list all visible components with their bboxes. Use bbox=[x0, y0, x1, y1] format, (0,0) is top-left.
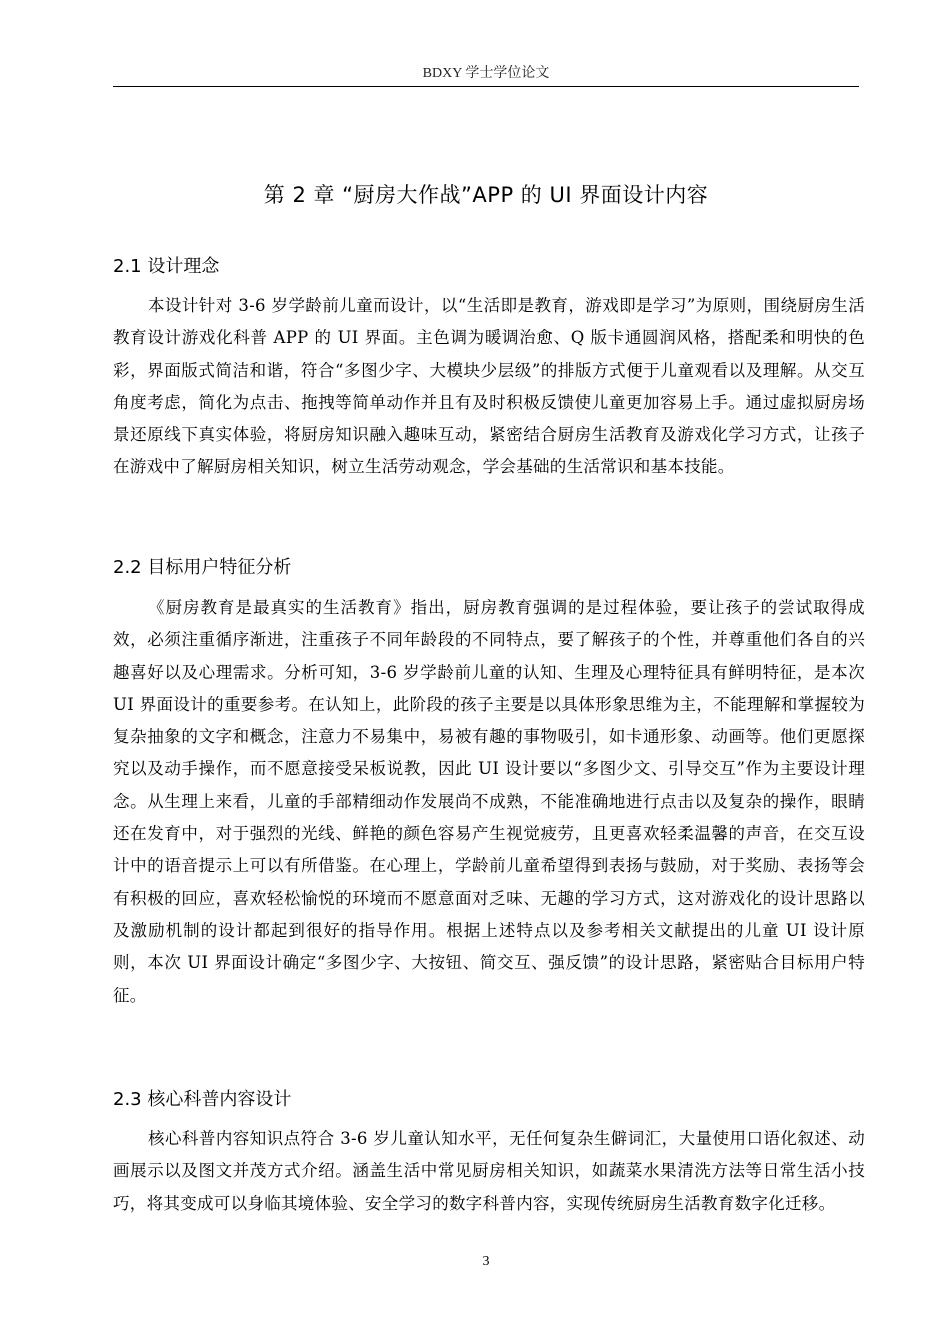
running-header: BDXY 学士学位论文 bbox=[422, 66, 550, 81]
page-number: 3 bbox=[482, 1254, 490, 1269]
section-title-2-3: 2.3 核心科普内容设计 bbox=[113, 1089, 292, 1110]
section-title-2-2: 2.2 目标用户特征分析 bbox=[113, 557, 292, 578]
chapter-title: 第 2 章 “厨房大作战”APP 的 UI 界面设计内容 bbox=[263, 183, 709, 207]
section-paragraph-2-3: 核心科普内容知识点符合 3-6 岁儿童认知水平，无任何复杂生僻词汇，大量使用口语化叙述、动画展示以及图文并茂方式介绍。涵盖生活中常见厨房相关知识，如蔬菜水果清洗方法等日常生活小技巧，将其变成可以身临其境体验、安全学习的数字科普内容，实现传统厨房生活教育数字化迁移。 bbox=[113, 1129, 865, 1213]
header-rule bbox=[113, 86, 859, 87]
section-title-2-1: 2.1 设计理念 bbox=[113, 256, 220, 277]
section-paragraph-2-2: 《厨房教育是最真实的生活教育》指出，厨房教育强调的是过程体验，要让孩子的尝试取得成效，必须注重循序渐进，注重孩子不同年龄段的不同特点，要了解孩子的个性，并尊重他们各自的兴趣喜好以及心理需求。分析可知，3-6 岁学龄前儿童的认知、生理及心理特征具有鲜明特征，是本次 UI 界面设计的重要参考。在认知上，此阶段的孩子主要是以具体形象思维为主，不能理解和掌握较为复杂抽象的文字和概念，注意力不易集中，易被有趣的事物吸引，如卡通形象、动画等。他们更愿探究以及动手操作，而不愿意接受呆板说教，因此 UI 设计要以“多图少文、引导交互”作为主要设计理念。从生理上来看，儿童的手部精细动作发展尚不成熟，不能准确地进行点击以及复杂的操作，眼睛还在发育中，对于强烈的光线、鲜艳的颜色容易产生视觉疲劳，且更喜欢轻柔温馨的声音，在交互设计中的语音提示上可以有所借鉴。在心理上，学龄前儿童希望得到表扬与鼓励，对于奖励、表扬等会有积极的回应，喜欢轻松愉悦的环境而不愿意面对乏味、无趣的学习方式，这对游戏化的设计思路以及激励机制的设计都起到很好的指导作用。根据上述特点以及参考相关文献提出的儿童 UI 设计原则，本次 UI 界面设计确定“多图少字、大按钮、简交互、强反馈”的设计思路，紧密贴合目标用户特征。 bbox=[113, 598, 865, 1005]
section-paragraph-2-1: 本设计针对 3-6 岁学龄前儿童而设计，以“生活即是教育，游戏即是学习”为原则，围绕厨房生活教育设计游戏化科普 APP 的 UI 界面。主色调为暖调治愈、Q 版卡通圆润风格，搭配柔和明快的色彩，界面版式简洁和谐，符合“多图少字、大模块少层级”的排版方式便于儿童观看以及理解。从交互角度考虑，简化为点击、拖拽等简单动作并且有及时积极反馈使儿童更加容易上手。通过虚拟厨房场景还原线下真实体验，将厨房知识融入趣味互动，紧密结合厨房生活教育及游戏化学习方式，让孩子在游戏中了解厨房相关知识，树立生活劳动观念，学会基础的生活常识和基本技能。 bbox=[113, 296, 865, 477]
